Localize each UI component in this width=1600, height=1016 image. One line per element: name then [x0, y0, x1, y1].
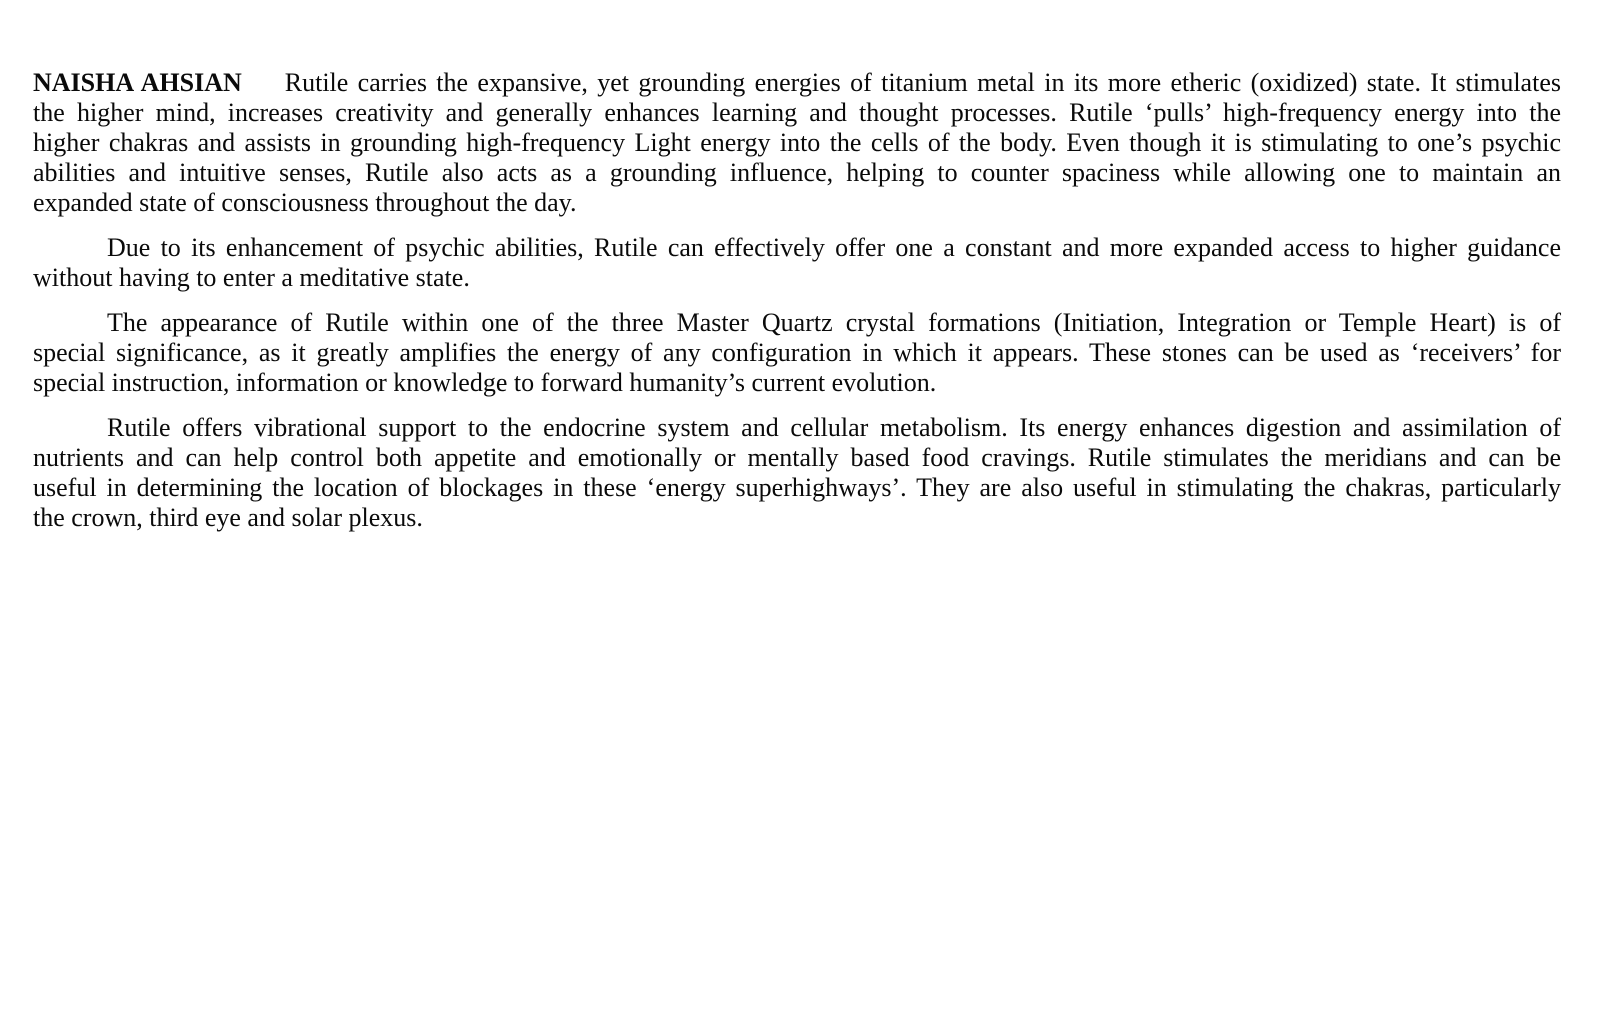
text-line: higher chakras and assists in grounding high-frequency Light energy into the cells of the body. Even though it is stimulating to one’s psychic [33, 128, 1561, 157]
text-line: The appearance of Rutile within one of the three Master Quartz crystal formations (Initiation, Integration or Temple Heart) is of [107, 308, 1561, 337]
paragraph-2 [33, 233, 1561, 293]
text-segment: Rutile carries the expansive, yet grounding energies of titanium metal in its more etheric (oxidized) state. It stimulates [284, 68, 1561, 97]
text-line: useful in determining the location of blockages in these ‘energy superhighways’. They are also useful in stimulating the chakras, particularly [33, 473, 1561, 502]
text-line: special instruction, information or knowledge to forward humanity’s current evolution. [33, 368, 937, 397]
text-line: Rutile offers vibrational support to the endocrine system and cellular metabolism. Its energy enhances digestion and assimilation of [107, 413, 1561, 442]
paragraph-4 [33, 413, 1561, 533]
text-line: expanded state of consciousness throughout the day. [33, 188, 577, 217]
text-line [33, 68, 1561, 98]
paragraph-3 [33, 308, 1561, 398]
text-line: special significance, as it greatly amplifies the energy of any configuration in which it appears. These stones can be used as ‘receivers’ for [33, 338, 1561, 367]
heading-gap [242, 90, 285, 91]
author-name: NAISHA AHSIAN [33, 68, 242, 97]
text-line: the higher mind, increases creativity and generally enhances learning and thought processes. Rutile ‘pulls’ high-frequency energy into the [33, 98, 1561, 127]
text-line: without having to enter a meditative state. [33, 263, 470, 292]
text-line: the crown, third eye and solar plexus. [33, 503, 423, 532]
text-line: abilities and intuitive senses, Rutile also acts as a grounding influence, helping to counter spaciness while allowing one to maintain an [33, 158, 1561, 187]
text-line: Due to its enhancement of psychic abilities, Rutile can effectively offer one a constant and more expanded access to higher guidance [107, 233, 1561, 262]
text-line: nutrients and can help control both appetite and emotionally or mentally based food cravings. Rutile stimulates the meridians and can be [33, 443, 1561, 472]
paragraph-1 [33, 68, 1561, 218]
